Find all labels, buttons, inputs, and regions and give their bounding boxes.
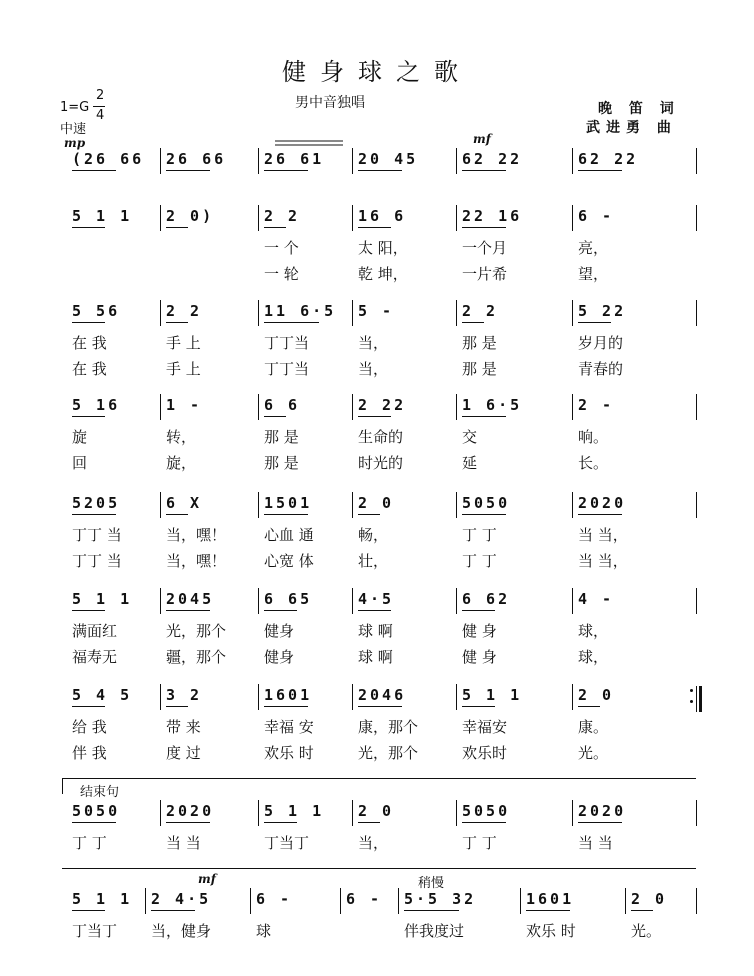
- measure-notes: 5 -: [358, 302, 395, 320]
- beam-line: [578, 170, 622, 171]
- lyric-verse-1: 畅，: [358, 526, 389, 544]
- measure-notes: 5050: [462, 802, 511, 820]
- bar-line: [258, 394, 259, 420]
- measure-notes: 5 1 1: [72, 590, 133, 608]
- lyric-verse-1: 生命的: [358, 428, 404, 446]
- measure-notes: 5050: [462, 494, 511, 512]
- bar-line: [456, 800, 457, 826]
- beam-line: [358, 227, 391, 228]
- lyric-verse-1: 岁月的: [578, 334, 624, 352]
- coda-label: 结束句: [80, 785, 120, 800]
- measure-notes: 1601: [264, 686, 313, 704]
- measure-notes: 11 6·5: [264, 302, 337, 320]
- dynamic-mf-final: mf: [198, 872, 216, 886]
- bar-line: [456, 588, 457, 614]
- measure-notes: 2 2: [462, 302, 499, 320]
- measure-notes: 2 2: [264, 207, 301, 225]
- measure-notes: (26 66: [72, 150, 145, 168]
- beam-line: [72, 822, 116, 823]
- bar-line: [572, 148, 573, 174]
- beam-line: [462, 170, 506, 171]
- measure-notes: 5 22: [578, 302, 627, 320]
- lyric-verse-1: 丁丁 当: [72, 526, 122, 544]
- measure-notes: 1501: [264, 494, 313, 512]
- beam-line: [578, 822, 622, 823]
- measure-notes: 2 22: [358, 396, 407, 414]
- lyric-verse-2: 一片希: [462, 265, 508, 283]
- lyric-verse-1: 一个月: [462, 239, 508, 257]
- lyric-verse-2: 健身: [264, 648, 295, 666]
- beam-line: [631, 910, 653, 911]
- bar-line: [352, 205, 353, 231]
- beam-line: [166, 610, 210, 611]
- lyric-verse-1: 亮，: [578, 239, 609, 257]
- measure-notes: 5 56: [72, 302, 121, 320]
- crescendo-hairpin: [275, 138, 345, 150]
- bar-line: [258, 300, 259, 326]
- measure-notes: 1 6·5: [462, 396, 523, 414]
- measure-notes: 2 4·5: [151, 890, 212, 908]
- lyric-verse-2: 球，: [578, 648, 609, 666]
- lyric-verse-1: 球，: [578, 622, 609, 640]
- lyric-verse-2: 旋，: [166, 454, 197, 472]
- coda-bracket-line: [62, 778, 696, 779]
- beam-line: [264, 610, 297, 611]
- lyric-verse-2: 光，那个: [358, 744, 419, 762]
- bar-line: [352, 148, 353, 174]
- measure-notes: 2 -: [578, 396, 615, 414]
- lyric-verse-2: 当，: [358, 360, 389, 378]
- beam-line: [462, 416, 506, 417]
- lyric-verse-2: 那 是: [264, 454, 299, 472]
- lyric-verse-1: 转，: [166, 428, 197, 446]
- measure-notes: 5 1 1: [72, 207, 133, 225]
- beam-line: [264, 170, 308, 171]
- lyric-verse-1: 丁 丁: [462, 526, 497, 544]
- lyric-verse-1: 丁当丁: [264, 834, 310, 852]
- bar-line: [352, 800, 353, 826]
- bar-line: [572, 300, 573, 326]
- bar-line: [258, 684, 259, 710]
- lyric-verse-2: 回: [72, 454, 88, 472]
- beam-line: [72, 227, 105, 228]
- bar-line: [160, 684, 161, 710]
- beam-line: [151, 910, 195, 911]
- song-title: 健身球之歌: [282, 58, 472, 86]
- lyricist-credit: 晚 笛 词: [598, 101, 680, 117]
- bar-line: [160, 492, 161, 518]
- bar-line: [352, 394, 353, 420]
- lyric-verse-2: 福寿无: [72, 648, 118, 666]
- bar-line: [456, 300, 457, 326]
- lyric-verse-1: 当，: [358, 834, 389, 852]
- measure-notes: 2045: [166, 590, 215, 608]
- lyric-verse-1: 那 是: [264, 428, 299, 446]
- beam-line: [72, 910, 105, 911]
- bar-line: [352, 588, 353, 614]
- lyric-verse-1: 幸福安: [462, 718, 508, 736]
- lyric-verse-1: 手 上: [166, 334, 201, 352]
- bar-line: [520, 888, 521, 914]
- bar-line: [145, 888, 146, 914]
- lyric-verse-1: 心血 通: [264, 526, 314, 544]
- beam-line: [72, 322, 105, 323]
- lyric-verse-2: 那 是: [462, 360, 497, 378]
- bar-line: [160, 300, 161, 326]
- lyric-verse-1: 当，: [358, 334, 389, 352]
- lyric-verse-1: 康，那个: [358, 718, 419, 736]
- beam-line: [462, 610, 495, 611]
- bar-line: [258, 800, 259, 826]
- beam-line: [166, 514, 188, 515]
- lyric-verse-1: 给 我: [72, 718, 107, 736]
- bar-line-end: [696, 300, 697, 326]
- time-signature-top: 2: [96, 88, 105, 103]
- measure-notes: 5050: [72, 802, 121, 820]
- measure-notes: 2 0: [578, 686, 615, 704]
- slow-label: 稍慢: [418, 876, 445, 891]
- measure-notes: 2046: [358, 686, 407, 704]
- lyric-verse-1: 带 来: [166, 718, 201, 736]
- lyric-verse-2: 在 我: [72, 360, 107, 378]
- lyric-verse-1: 交: [462, 428, 478, 446]
- beam-line: [462, 514, 506, 515]
- lyric-verse-1: 当 当，: [578, 526, 628, 544]
- lyric-verse-1: 丁丁当: [264, 334, 310, 352]
- measure-notes: 2 0: [358, 494, 395, 512]
- dynamic-mp: mp: [64, 136, 86, 150]
- measure-notes: 1601: [526, 890, 575, 908]
- beam-line: [358, 610, 391, 611]
- measure-notes: 6 -: [346, 890, 383, 908]
- lyric-verse-1: 伴我度过: [404, 922, 465, 940]
- bar-line: [398, 888, 399, 914]
- lyric-verse-1: 在 我: [72, 334, 107, 352]
- measure-notes: 2020: [578, 802, 627, 820]
- measure-notes: 5 1 1: [72, 890, 133, 908]
- lyric-verse-1: 光，那个: [166, 622, 227, 640]
- lyric-verse-2: 丁丁当: [264, 360, 310, 378]
- bar-line: [572, 588, 573, 614]
- lyric-verse-2: 手 上: [166, 360, 201, 378]
- lyric-verse-1: 球: [256, 922, 272, 940]
- bar-line: [456, 148, 457, 174]
- lyric-verse-1: 当 当: [578, 834, 613, 852]
- bar-line: [258, 205, 259, 231]
- lyric-verse-1: 健 身: [462, 622, 497, 640]
- lyric-verse-2: 当 当，: [578, 552, 628, 570]
- lyric-verse-1: 太 阳，: [358, 239, 408, 257]
- lyric-verse-2: 疆，那个: [166, 648, 227, 666]
- measure-notes: 2020: [578, 494, 627, 512]
- lyric-verse-1: 欢乐 时: [526, 922, 576, 940]
- bar-line: [572, 394, 573, 420]
- bar-line: [160, 148, 161, 174]
- lyric-verse-2: 度 过: [166, 744, 201, 762]
- measure-notes: 26 66: [166, 150, 227, 168]
- beam-line: [264, 706, 308, 707]
- lyric-verse-2: 时光的: [358, 454, 404, 472]
- lyric-verse-1: 当，健身: [151, 922, 212, 940]
- beam-line: [264, 514, 308, 515]
- beam-line: [72, 706, 105, 707]
- beam-line: [358, 706, 402, 707]
- beam-line: [72, 170, 116, 171]
- beam-line: [264, 227, 286, 228]
- measure-notes: 5·5 32: [404, 890, 477, 908]
- beam-line: [578, 514, 622, 515]
- lyric-verse-2: 长。: [578, 454, 609, 472]
- lyric-verse-2: 一 轮: [264, 265, 299, 283]
- composer-credit: 武进勇 曲: [586, 120, 677, 136]
- bar-line-end: [696, 888, 697, 914]
- bar-line: [160, 394, 161, 420]
- beam-line: [166, 170, 210, 171]
- bar-line: [572, 800, 573, 826]
- bar-line-end: [696, 800, 697, 826]
- lyric-verse-2: 丁 丁: [462, 552, 497, 570]
- lyric-verse-2: 光。: [578, 744, 609, 762]
- lyric-verse-2: 健 身: [462, 648, 497, 666]
- beam-line: [358, 822, 380, 823]
- dynamic-mf: mf: [473, 132, 491, 146]
- lyric-verse-1: 幸福 安: [264, 718, 314, 736]
- lyric-verse-1: 光。: [631, 922, 662, 940]
- lyric-verse-1: 康。: [578, 718, 609, 736]
- measure-notes: 5205: [72, 494, 121, 512]
- measure-notes: 6 X: [166, 494, 203, 512]
- bar-line-end: [696, 394, 697, 420]
- measure-notes: 2 0): [166, 207, 215, 225]
- bar-line: [572, 684, 573, 710]
- lyric-verse-1: 丁当丁: [72, 922, 118, 940]
- lyric-verse-2: 壮，: [358, 552, 389, 570]
- bar-line: [572, 492, 573, 518]
- beam-line: [166, 322, 188, 323]
- lyric-verse-2: 球 啊: [358, 648, 393, 666]
- measure-notes: 6 62: [462, 590, 511, 608]
- lyric-verse-2: 延: [462, 454, 478, 472]
- measure-notes: 5 16: [72, 396, 121, 414]
- coda-bracket-tick: [62, 778, 63, 794]
- beam-line: [264, 416, 286, 417]
- bar-line: [352, 492, 353, 518]
- beam-line: [72, 610, 105, 611]
- beam-line: [166, 822, 210, 823]
- lyric-verse-2: 当，嘿！: [166, 552, 227, 570]
- lyric-verse-2: 乾 坤，: [358, 265, 408, 283]
- lyric-verse-1: 旋: [72, 428, 88, 446]
- lyric-verse-2: 心宽 体: [264, 552, 314, 570]
- measure-notes: 6 -: [578, 207, 615, 225]
- beam-line: [166, 706, 188, 707]
- beam-line: [358, 170, 402, 171]
- beam-line: [526, 910, 570, 911]
- beam-line: [72, 416, 105, 417]
- time-signature-line: [93, 106, 105, 107]
- beam-line: [404, 910, 459, 911]
- measure-notes: 5 1 1: [264, 802, 325, 820]
- beam-line: [358, 514, 380, 515]
- beam-line: [578, 322, 611, 323]
- bar-line: [258, 492, 259, 518]
- bar-line: [456, 684, 457, 710]
- measure-notes: 20 45: [358, 150, 419, 168]
- tempo-marking: 中速: [60, 122, 87, 137]
- beam-line: [264, 822, 297, 823]
- bar-line: [250, 888, 251, 914]
- subtitle: 男中音独唱: [295, 95, 365, 111]
- bar-line-end: [696, 148, 697, 174]
- lyric-verse-1: 丁 丁: [72, 834, 107, 852]
- beam-line: [462, 822, 506, 823]
- bar-line: [258, 148, 259, 174]
- bar-line: [572, 205, 573, 231]
- measure-notes: 1 -: [166, 396, 203, 414]
- measure-notes: 5 1 1: [462, 686, 523, 704]
- measure-notes: 2 2: [166, 302, 203, 320]
- lyric-verse-2: 望，: [578, 265, 609, 283]
- measure-notes: 2 0: [358, 802, 395, 820]
- measure-notes: 22 16: [462, 207, 523, 225]
- beam-line: [462, 706, 495, 707]
- beam-line: [578, 706, 600, 707]
- measure-notes: 6 6: [264, 396, 301, 414]
- bar-line: [456, 394, 457, 420]
- measure-notes: 62 22: [578, 150, 639, 168]
- beam-line: [462, 322, 484, 323]
- bar-line: [258, 588, 259, 614]
- bar-line: [352, 684, 353, 710]
- lyric-verse-1: 丁 丁: [462, 834, 497, 852]
- measure-notes: 2 0: [631, 890, 668, 908]
- final-bracket-line: [62, 868, 696, 869]
- lyric-verse-2: 欢乐 时: [264, 744, 314, 762]
- bar-line: [352, 300, 353, 326]
- beam-line: [358, 416, 391, 417]
- bar-line-end: [696, 588, 697, 614]
- lyric-verse-2: 青春的: [578, 360, 624, 378]
- lyric-verse-1: 当，嘿！: [166, 526, 227, 544]
- beam-line: [166, 227, 188, 228]
- measure-notes: 2020: [166, 802, 215, 820]
- measure-notes: 5 4 5: [72, 686, 133, 704]
- lyric-verse-1: 当 当: [166, 834, 201, 852]
- lyric-verse-2: 伴 我: [72, 744, 107, 762]
- lyric-verse-2: 丁丁 当: [72, 552, 122, 570]
- measure-notes: 62 22: [462, 150, 523, 168]
- beam-line: [462, 227, 506, 228]
- measure-notes: 6 65: [264, 590, 313, 608]
- lyric-verse-1: 一 个: [264, 239, 299, 257]
- bar-line: [456, 205, 457, 231]
- bar-line: [625, 888, 626, 914]
- bar-line: [160, 588, 161, 614]
- measure-notes: 16 6: [358, 207, 407, 225]
- lyric-verse-2: 欢乐时: [462, 744, 508, 762]
- measure-notes: 4·5: [358, 590, 395, 608]
- lyric-verse-1: 那 是: [462, 334, 497, 352]
- bar-line: [340, 888, 341, 914]
- bar-line-end: [696, 205, 697, 231]
- bar-line: [160, 800, 161, 826]
- measure-notes: 3 2: [166, 686, 203, 704]
- beam-line: [72, 514, 116, 515]
- lyric-verse-1: 满面红: [72, 622, 118, 640]
- lyric-verse-1: 响。: [578, 428, 609, 446]
- lyric-verse-1: 健身: [264, 622, 295, 640]
- lyric-verse-1: 球 啊: [358, 622, 393, 640]
- measure-notes: 6 -: [256, 890, 293, 908]
- bar-line-end: [696, 492, 697, 518]
- measure-notes: 4 -: [578, 590, 615, 608]
- bar-line: [160, 205, 161, 231]
- time-signature-bottom: 4: [96, 108, 105, 123]
- key-signature: 1=G: [60, 100, 90, 115]
- bar-line: [456, 492, 457, 518]
- beam-line: [264, 322, 319, 323]
- measure-notes: 26 61: [264, 150, 325, 168]
